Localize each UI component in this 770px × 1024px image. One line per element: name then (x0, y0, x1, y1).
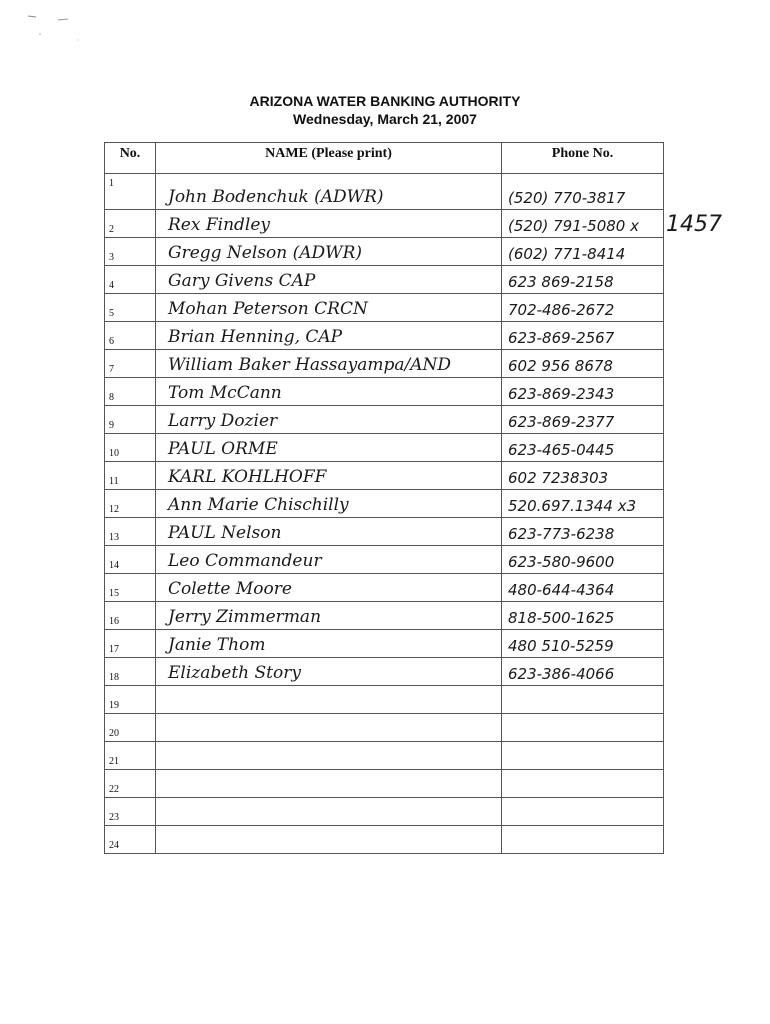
row-number: 21 (105, 742, 156, 770)
attendee-name: PAUL Nelson (156, 518, 502, 546)
attendee-name: Rex Findley (156, 210, 502, 238)
attendee-name: Gregg Nelson (ADWR) (156, 238, 502, 266)
attendee-phone: 623-580-9600 (502, 546, 664, 574)
row-number: 19 (105, 686, 156, 714)
attendee-name: Larry Dozier (156, 406, 502, 434)
row-number: 24 (105, 826, 156, 854)
attendee-name: Mohan Peterson CRCN (156, 294, 502, 322)
attendee-phone: 602 956 8678 (502, 350, 664, 378)
attendee-phone: 623-386-4066 (502, 658, 664, 686)
row-number: 22 (105, 770, 156, 798)
attendee-phone: 818-500-1625 (502, 602, 664, 630)
row-number: 10 (105, 434, 156, 462)
attendee-phone: 623-465-0445 (502, 434, 664, 462)
column-header-number: No. (105, 143, 156, 174)
table-row (105, 322, 664, 350)
table-row (105, 294, 664, 322)
table-row (105, 350, 664, 378)
table-row (105, 826, 664, 854)
row-number: 20 (105, 714, 156, 742)
attendee-name (156, 686, 502, 714)
table-row (105, 238, 664, 266)
attendee-phone: (602) 771-8414 (502, 238, 664, 266)
attendee-name: William Baker Hassayampa/AND (156, 350, 502, 378)
table-row (105, 686, 664, 714)
row-number: 14 (105, 546, 156, 574)
attendee-name: Colette Moore (156, 574, 502, 602)
row-number: 23 (105, 798, 156, 826)
row-number: 3 (105, 238, 156, 266)
attendee-phone: (520) 770-3817 (502, 174, 664, 210)
attendee-phone: 480 510-5259 (502, 630, 664, 658)
table-row (105, 574, 664, 602)
row-number: 15 (105, 574, 156, 602)
table-row (105, 742, 664, 770)
table-row (105, 770, 664, 798)
document-header (0, 92, 770, 128)
scan-specks (28, 10, 88, 50)
attendee-phone: 623-869-2567 (502, 322, 664, 350)
attendee-name: Tom McCann (156, 378, 502, 406)
attendee-phone (502, 686, 664, 714)
attendee-phone (502, 798, 664, 826)
table-row (105, 434, 664, 462)
attendee-name (156, 770, 502, 798)
row-number: 11 (105, 462, 156, 490)
attendee-name: Elizabeth Story (156, 658, 502, 686)
row-number: 4 (105, 266, 156, 294)
attendee-phone (502, 714, 664, 742)
table-row (105, 546, 664, 574)
row-number: 12 (105, 490, 156, 518)
table-row (105, 630, 664, 658)
row-number: 7 (105, 350, 156, 378)
attendee-phone: (520) 791-5080 x (502, 210, 664, 238)
row-number: 6 (105, 322, 156, 350)
attendee-phone (502, 770, 664, 798)
table-row (105, 490, 664, 518)
table-row (105, 714, 664, 742)
table-row (105, 378, 664, 406)
attendee-phone: 602 7238303 (502, 462, 664, 490)
table-row (105, 658, 664, 686)
column-header-name: NAME (Please print) (156, 143, 502, 174)
attendee-phone: 623 869-2158 (502, 266, 664, 294)
meeting-date: Wednesday, March 21, 2007 (293, 111, 477, 127)
attendee-phone: 623-869-2343 (502, 378, 664, 406)
attendee-name: Gary Givens CAP (156, 266, 502, 294)
attendee-phone: 702-486-2672 (502, 294, 664, 322)
attendee-phone: 623-773-6238 (502, 518, 664, 546)
attendee-name (156, 826, 502, 854)
table-row (105, 406, 664, 434)
table-row (105, 174, 664, 210)
table-row (105, 798, 664, 826)
attendee-name (156, 798, 502, 826)
row-number: 16 (105, 602, 156, 630)
attendee-phone (502, 742, 664, 770)
table-row (105, 602, 664, 630)
row-number: 5 (105, 294, 156, 322)
attendee-phone: 623-869-2377 (502, 406, 664, 434)
row-number: 18 (105, 658, 156, 686)
row-number: 1 (105, 174, 156, 210)
table-row (105, 210, 664, 238)
table-row (105, 518, 664, 546)
attendee-name: Jerry Zimmerman (156, 602, 502, 630)
row-number: 2 (105, 210, 156, 238)
attendee-phone: 520.697.1344 x3 (502, 490, 664, 518)
row-number: 13 (105, 518, 156, 546)
attendee-phone: 480-644-4364 (502, 574, 664, 602)
row-number: 9 (105, 406, 156, 434)
attendee-name: KARL KOHLHOFF (156, 462, 502, 490)
attendee-name (156, 714, 502, 742)
extension-note: 1457 (666, 212, 722, 237)
attendee-name: Brian Henning, CAP (156, 322, 502, 350)
column-header-phone: Phone No. (502, 143, 664, 174)
attendee-name: PAUL ORME (156, 434, 502, 462)
row-number: 17 (105, 630, 156, 658)
row-number: 8 (105, 378, 156, 406)
table-row (105, 462, 664, 490)
attendee-name: Ann Marie Chischilly (156, 490, 502, 518)
attendee-phone (502, 826, 664, 854)
table-row (105, 266, 664, 294)
table-header-row (105, 143, 664, 174)
attendee-name: Leo Commandeur (156, 546, 502, 574)
attendee-name: John Bodenchuk (ADWR) (156, 174, 502, 210)
attendee-name (156, 742, 502, 770)
organization-title: ARIZONA WATER BANKING AUTHORITY (249, 93, 521, 109)
sign-in-table (104, 142, 664, 854)
attendee-name: Janie Thom (156, 630, 502, 658)
